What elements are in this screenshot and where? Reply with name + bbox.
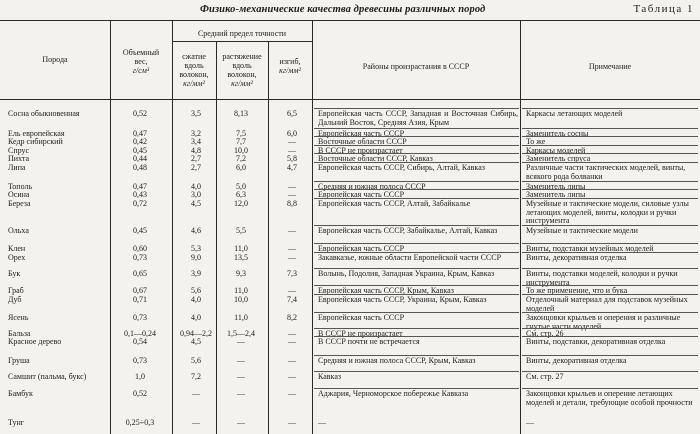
tension-cell: 11,0 bbox=[234, 313, 248, 322]
row-separator bbox=[522, 268, 698, 269]
note-cell: Законцовки крыльев и оперения и различные гнутые части моделей bbox=[526, 313, 681, 331]
note-cell: Винты, подставки музейных моделей bbox=[526, 244, 654, 253]
col-header-unit: кг/мм² bbox=[183, 79, 205, 88]
col-header-weight-unit: г/см³ bbox=[132, 66, 150, 75]
breed-cell: Спрус bbox=[8, 146, 30, 155]
breed-cell: Осина bbox=[8, 190, 30, 199]
note-cell: См. стр. 27 bbox=[526, 372, 564, 381]
tension-cell: 7,7 bbox=[236, 137, 246, 146]
tension-cell: — bbox=[237, 372, 245, 381]
col-header-unit: кг/мм² bbox=[231, 79, 253, 88]
weight-cell: 0,48 bbox=[133, 163, 147, 172]
region-cell: Европейская часть СССР, Сибирь, Алтай, Кавказ bbox=[318, 163, 485, 172]
weight-cell: 0,73 bbox=[133, 253, 147, 262]
col-header-tension bbox=[216, 52, 268, 88]
row-separator bbox=[522, 136, 698, 137]
region-cell: Европейская часть СССР, Украина, Крым, Кавказ bbox=[318, 295, 487, 304]
col-header-line: вдоль bbox=[184, 61, 204, 70]
breed-cell: Липа bbox=[8, 163, 26, 172]
row-separator bbox=[314, 312, 519, 313]
weight-cell: 0,72 bbox=[133, 199, 147, 208]
note-cell: Заменитель липы bbox=[526, 182, 586, 191]
breed-cell: Клен bbox=[8, 244, 26, 253]
breed-cell: Кедр сибирский bbox=[8, 137, 63, 146]
row-separator bbox=[522, 336, 698, 337]
tension-cell: — bbox=[237, 389, 245, 398]
weight-cell: 0,71 bbox=[133, 295, 147, 304]
breed-cell: Ольха bbox=[8, 226, 29, 235]
row-separator bbox=[522, 328, 698, 329]
tension-cell: 11,0 bbox=[234, 286, 248, 295]
note-cell: Законцовки крыльев и оперение летающих моделей и детали, требующие особой прочности bbox=[526, 389, 693, 407]
row-separator bbox=[522, 128, 698, 129]
region-cell: Волынь, Подолия, Западная Украина, Крым, Кавказ bbox=[318, 269, 495, 278]
row-separator bbox=[522, 371, 698, 372]
note-cell: Заменитель липы bbox=[526, 190, 586, 199]
weight-cell: 0,73 bbox=[133, 313, 147, 322]
region-cell: Европейская часть СССР bbox=[318, 190, 405, 199]
region-cell: Восточные области СССР, Кавказ bbox=[318, 154, 433, 163]
compress-cell: 3,0 bbox=[191, 190, 201, 199]
breed-cell: Сосна обыкновенная bbox=[8, 109, 80, 118]
row-separator bbox=[314, 371, 519, 372]
note-cell: Винты, подставки моделей, колодки и ручки инструмента bbox=[526, 269, 678, 287]
bend-cell: 7,4 bbox=[287, 295, 297, 304]
row-separator bbox=[314, 198, 519, 199]
note-cell: Музейные и тактические модели, силовые узлы летающих моделей, винты, колодки и ручки инструмента bbox=[526, 199, 689, 226]
note-cell: Винты, декоративная отделка bbox=[526, 356, 627, 365]
note-cell: То же bbox=[526, 137, 546, 146]
row-separator bbox=[522, 181, 698, 182]
note-cell: Винты, декоративная отделка bbox=[526, 253, 627, 262]
note-cell: Различные части тактических моделей, винты, всякого рода болванки bbox=[526, 163, 686, 181]
row-separator bbox=[314, 268, 519, 269]
row-separator bbox=[522, 198, 698, 199]
col-header-line: волокон, bbox=[227, 70, 257, 79]
breed-cell: Тополь bbox=[8, 182, 33, 191]
row-separator bbox=[522, 189, 698, 190]
row-separator bbox=[314, 189, 519, 190]
breed-cell: Дуб bbox=[8, 295, 22, 304]
col-header-regions: Районы произрастания в СССР bbox=[362, 62, 470, 71]
note-cell: Заменитель сосны bbox=[526, 129, 589, 138]
col-header-line: сжатие bbox=[182, 52, 206, 61]
row-separator bbox=[522, 252, 698, 253]
region-cell: Европейская часть СССР, Крым, Кавказ bbox=[318, 286, 454, 295]
region-cell: Средняя и южная полоса СССР, Крым, Кавказ bbox=[318, 356, 476, 365]
col-divider bbox=[216, 41, 217, 434]
row-separator bbox=[314, 153, 519, 154]
bend-cell: — bbox=[288, 182, 296, 191]
bend-cell: 6,5 bbox=[287, 109, 297, 118]
breed-cell: Бук bbox=[8, 269, 21, 278]
row-separator bbox=[522, 145, 698, 146]
compress-cell: 7,2 bbox=[191, 372, 201, 381]
compress-cell: — bbox=[192, 418, 200, 427]
breed-cell: Бамбук bbox=[8, 389, 33, 398]
compress-cell: 3,9 bbox=[191, 269, 201, 278]
breed-cell: Граб bbox=[8, 286, 24, 295]
region-cell: Европейская часть СССР bbox=[318, 244, 405, 253]
weight-cell: 0,52 bbox=[133, 389, 147, 398]
note-cell: То же применение, что и бука bbox=[526, 286, 628, 295]
row-separator bbox=[314, 181, 519, 182]
region-cell: Закавказье, южные области Европейской части СССР bbox=[318, 253, 502, 262]
tension-cell: 1,5—2,4 bbox=[227, 329, 255, 338]
row-separator bbox=[314, 136, 519, 137]
row-separator bbox=[522, 225, 698, 226]
tension-cell: 6,3 bbox=[236, 190, 246, 199]
compress-cell: 3,4 bbox=[191, 137, 201, 146]
compress-cell: 4,0 bbox=[191, 295, 201, 304]
row-separator bbox=[522, 388, 698, 389]
note-cell: Каркасы летающих моделей bbox=[526, 109, 623, 118]
region-cell: В СССР не произрастает bbox=[318, 329, 403, 338]
row-separator bbox=[522, 285, 698, 286]
compress-cell: — bbox=[192, 389, 200, 398]
breed-cell: Бальза bbox=[8, 329, 31, 338]
tension-cell: 5,0 bbox=[236, 182, 246, 191]
compress-cell: 5,6 bbox=[191, 286, 201, 295]
weight-cell: 0,43 bbox=[133, 190, 147, 199]
weight-cell: 0,47 bbox=[133, 129, 147, 138]
breed-cell: Ясень bbox=[8, 313, 29, 322]
tension-cell: 13,5 bbox=[234, 253, 248, 262]
compress-cell: 4,5 bbox=[191, 337, 201, 346]
bend-cell: 8,2 bbox=[287, 313, 297, 322]
weight-cell: 0,73 bbox=[133, 356, 147, 365]
note-cell: Каркасы моделей bbox=[526, 146, 586, 155]
bend-cell: 6,0 bbox=[287, 129, 297, 138]
col-header-line: волокон, bbox=[179, 70, 209, 79]
weight-cell: 0,44 bbox=[133, 154, 147, 163]
col-header-weight bbox=[110, 48, 172, 75]
row-separator bbox=[314, 388, 519, 389]
col-header-compress bbox=[172, 52, 216, 88]
bend-cell: — bbox=[288, 329, 296, 338]
weight-cell: 0,1—0,24 bbox=[124, 329, 156, 338]
col-header-bend bbox=[268, 57, 312, 75]
breed-cell: Красное дерево bbox=[8, 337, 62, 346]
row-separator bbox=[314, 145, 519, 146]
breed-cell: Пихта bbox=[8, 154, 30, 163]
breed-cell: Груша bbox=[8, 356, 30, 365]
col-header-weight-line: вес, bbox=[134, 57, 148, 66]
region-cell: В СССР не произрастает bbox=[318, 146, 403, 155]
region-cell: Европейская часть СССР, Западная и Восточная Сибирь, Дальний Восток, Средняя Азия, Крым bbox=[318, 109, 518, 127]
bend-cell: — bbox=[288, 372, 296, 381]
bend-cell: — bbox=[288, 244, 296, 253]
region-cell: Европейская часть СССР, Алтай, Забайкалье bbox=[318, 199, 471, 208]
region-cell: Кавказ bbox=[318, 372, 342, 381]
col-header-line: изгиб, bbox=[279, 57, 301, 66]
header-top-rule bbox=[0, 20, 700, 21]
compress-cell: 0,94—2,2 bbox=[180, 329, 212, 338]
row-separator bbox=[314, 128, 519, 129]
tension-cell: 11,0 bbox=[234, 244, 248, 253]
region-cell: Восточные области СССР bbox=[318, 137, 407, 146]
row-separator bbox=[522, 243, 698, 244]
note-cell: Заменитель спруса bbox=[526, 154, 591, 163]
breed-cell: Орех bbox=[8, 253, 26, 262]
bend-cell: 8,8 bbox=[287, 199, 297, 208]
weight-cell: 0,54 bbox=[133, 337, 147, 346]
bend-cell: 7,3 bbox=[287, 269, 297, 278]
row-separator bbox=[314, 225, 519, 226]
region-cell: Средняя и южная полоса СССР bbox=[318, 182, 426, 191]
table-number: Таблица 1 bbox=[633, 3, 694, 15]
row-separator bbox=[522, 294, 698, 295]
weight-cell: 1,0 bbox=[135, 372, 145, 381]
col-header-line: вдоль bbox=[232, 61, 252, 70]
compress-cell: 4,5 bbox=[191, 199, 201, 208]
col-header-weight-line: Объемный bbox=[122, 48, 160, 57]
col-divider bbox=[268, 41, 269, 434]
row-separator bbox=[314, 294, 519, 295]
tension-cell: 8,13 bbox=[234, 109, 248, 118]
compress-cell: 3,5 bbox=[191, 109, 201, 118]
breed-cell: Ель европейская bbox=[8, 129, 65, 138]
row-separator bbox=[314, 285, 519, 286]
breed-cell: Самшит (пальма, букс) bbox=[8, 372, 87, 381]
row-separator bbox=[522, 312, 698, 313]
compress-cell: 4,6 bbox=[191, 226, 201, 235]
compress-cell: 4,8 bbox=[191, 146, 201, 155]
tension-cell: 6,0 bbox=[236, 163, 246, 172]
compress-cell: 2,7 bbox=[191, 163, 201, 172]
bend-cell: — bbox=[288, 190, 296, 199]
weight-cell: 0,65 bbox=[133, 269, 147, 278]
bend-cell: — bbox=[288, 337, 296, 346]
weight-cell: 0,60 bbox=[133, 244, 147, 253]
bend-cell: 5,8 bbox=[287, 154, 297, 163]
weight-cell: 0,42 bbox=[133, 137, 147, 146]
region-cell: Европейская часть СССР, Забайкалье, Алтай, Кавказ bbox=[318, 226, 498, 235]
bend-cell: — bbox=[288, 286, 296, 295]
table-title: Физико-механические качества древесины различных пород bbox=[200, 4, 486, 15]
bend-cell: 4,7 bbox=[287, 163, 297, 172]
compress-cell: 4,0 bbox=[191, 182, 201, 191]
row-separator bbox=[314, 162, 519, 163]
strength-group-rule bbox=[172, 41, 312, 42]
row-separator bbox=[522, 108, 698, 109]
note-cell: — bbox=[526, 418, 534, 427]
col-header-strength-group: Средний предел точности bbox=[197, 29, 287, 38]
compress-cell: 3,2 bbox=[191, 129, 201, 138]
note-cell: См. стр. 26 bbox=[526, 329, 564, 338]
row-separator bbox=[314, 243, 519, 244]
weight-cell: 0,47 bbox=[133, 182, 147, 191]
bend-cell: — bbox=[288, 418, 296, 427]
note-cell: Музейные и тактические модели bbox=[526, 226, 638, 235]
weight-cell: 0,52 bbox=[133, 109, 147, 118]
bend-cell: — bbox=[288, 389, 296, 398]
breed-cell: Тунг bbox=[8, 418, 25, 427]
tension-cell: 7,5 bbox=[236, 129, 246, 138]
bend-cell: — bbox=[288, 356, 296, 365]
bend-cell: — bbox=[288, 226, 296, 235]
tension-cell: 12,0 bbox=[234, 199, 248, 208]
col-header-note: Примечание bbox=[588, 62, 632, 71]
row-separator bbox=[314, 328, 519, 329]
note-cell: Винты, подставки, декоративная отделка bbox=[526, 337, 666, 346]
bend-cell: — bbox=[288, 137, 296, 146]
weight-cell: 0,67 bbox=[133, 286, 147, 295]
region-cell: Европейская часть СССР bbox=[318, 129, 405, 138]
col-header-unit: кг/мм² bbox=[279, 66, 301, 75]
compress-cell: 4,0 bbox=[191, 313, 201, 322]
weight-cell: 0,45 bbox=[133, 146, 147, 155]
region-cell: Аджария, Черноморское побережье Кавказа bbox=[318, 389, 469, 398]
tension-cell: 5,5 bbox=[236, 226, 246, 235]
col-header-line: растяжение bbox=[222, 52, 262, 61]
row-separator bbox=[522, 162, 698, 163]
col-header-breed: Порода bbox=[42, 55, 68, 64]
compress-cell: 9,0 bbox=[191, 253, 201, 262]
compress-cell: 2,7 bbox=[191, 154, 201, 163]
row-separator bbox=[314, 108, 519, 109]
tension-cell: 10,0 bbox=[234, 146, 248, 155]
region-cell: — bbox=[318, 418, 326, 427]
tension-cell: — bbox=[237, 356, 245, 365]
row-separator bbox=[314, 355, 519, 356]
breed-cell: Береза bbox=[8, 199, 31, 208]
weight-cell: 0,45 bbox=[133, 226, 147, 235]
tension-cell: — bbox=[237, 337, 245, 346]
compress-cell: 5,6 bbox=[191, 356, 201, 365]
tension-cell: 10,0 bbox=[234, 295, 248, 304]
bend-cell: — bbox=[288, 253, 296, 262]
region-cell: В СССР почти не встречается bbox=[318, 337, 420, 346]
compress-cell: 5,3 bbox=[191, 244, 201, 253]
col-divider bbox=[312, 20, 313, 434]
note-cell: Отделочный материал для подставок музейных моделей bbox=[526, 295, 688, 313]
header-bottom-rule bbox=[0, 99, 700, 100]
row-separator bbox=[522, 355, 698, 356]
row-separator bbox=[314, 252, 519, 253]
row-separator bbox=[314, 336, 519, 337]
col-divider bbox=[110, 20, 111, 434]
tension-cell: — bbox=[237, 418, 245, 427]
row-separator bbox=[522, 153, 698, 154]
tension-cell: 9,3 bbox=[236, 269, 246, 278]
tension-cell: 7,2 bbox=[236, 154, 246, 163]
col-divider bbox=[520, 20, 521, 434]
weight-cell: 0,25÷0,3 bbox=[125, 418, 155, 427]
bend-cell: — bbox=[288, 146, 296, 155]
region-cell: Европейская часть СССР bbox=[318, 313, 405, 322]
